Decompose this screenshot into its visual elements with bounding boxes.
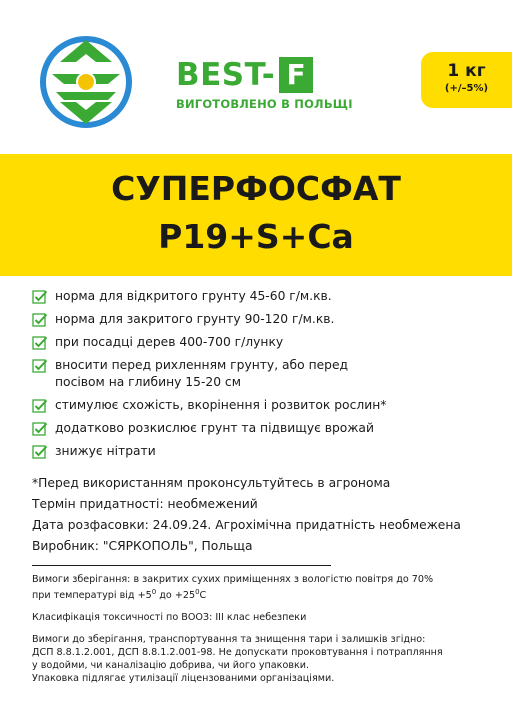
disposal-line-2: ДСП 8.8.1.2.001, ДСП 8.8.1.2.001-98. Не допускати проковтування і потрапляння xyxy=(32,647,443,659)
divider xyxy=(32,565,331,566)
feature-item xyxy=(32,334,492,351)
brand-subtitle: ВИГОТОВЛЕНО В ПОЛЬЩІ xyxy=(176,97,353,111)
disposal-line-3: у водойми, чи каналізацію добрива, чи його упаковки. xyxy=(32,660,310,672)
consult-note: *Перед використанням проконсультуйтесь в агронома xyxy=(32,476,391,490)
feature-list xyxy=(32,288,492,466)
storage-line-1: Вимоги зберігання: в закритих сухих приміщеннях з вологістю повітря до 70% xyxy=(32,574,434,585)
feature-item xyxy=(32,443,492,460)
check-icon xyxy=(32,398,48,414)
product-band xyxy=(0,154,512,276)
storage-temp-to: до +25 xyxy=(156,590,196,602)
feature-text: стимулює схожість, вкорінення і розвиток рослин* xyxy=(55,398,387,412)
disposal-line-4: Упаковка підлягає утилізації ліцензованими організаціями. xyxy=(32,673,335,685)
brand-name: BEST- xyxy=(176,57,276,93)
weight-value: 1 кг xyxy=(447,61,486,81)
feature-text: знижує нітрати xyxy=(55,444,156,458)
producer: Виробник: "СЯРКОПОЛЬ", Польща xyxy=(32,539,253,553)
product-formula: P19+S+Ca xyxy=(158,217,354,256)
check-icon xyxy=(32,421,48,437)
feature-text: при посадці дерев 400-700 г/лунку xyxy=(55,335,284,349)
check-icon xyxy=(32,312,48,328)
feature-item xyxy=(32,420,492,437)
storage-line-2 xyxy=(32,586,502,602)
toxicity-class: Класифікація токсичності по ВООЗ: ІІІ клас небезпеки xyxy=(32,612,307,624)
feature-text: додатково розкислює грунт та підвищує врожай xyxy=(55,421,374,435)
check-icon xyxy=(32,358,48,374)
check-icon xyxy=(32,444,48,460)
packing-date: Дата розфасовки: 24.09.24. Агрохімічна придатність необмежена xyxy=(32,518,461,532)
shelf-life: Термін придатності: необмежений xyxy=(32,497,258,511)
weight-tolerance: (+/–5%) xyxy=(444,83,489,94)
check-icon xyxy=(32,335,48,351)
feature-item xyxy=(32,397,492,414)
feature-text: норма для відкритого грунту 45-60 г/м.кв. xyxy=(55,289,332,303)
info-block xyxy=(32,473,502,557)
disposal-line-1: Вимоги до зберігання, транспортування та знищення тари і залишків згідно: xyxy=(32,634,426,646)
feature-item xyxy=(32,311,492,328)
best-f-logo-icon xyxy=(38,34,134,130)
weight-badge xyxy=(421,52,512,108)
fine-print xyxy=(32,573,502,685)
feature-text: вносити перед рихленням грунту, або перед посівом на глибину 15-20 см xyxy=(55,358,349,389)
feature-item xyxy=(32,288,492,305)
feature-text: норма для закритого грунту 90-120 г/м.кв. xyxy=(55,312,335,326)
degree-mark: 0 xyxy=(151,588,157,596)
celsius-mark: С xyxy=(199,590,207,602)
brand-block xyxy=(176,56,353,111)
check-icon xyxy=(32,289,48,305)
feature-item xyxy=(32,357,492,391)
product-title: СУПЕРФОСФАТ xyxy=(111,169,401,208)
degree-mark: 0 xyxy=(195,588,200,596)
brand-letter-badge: F xyxy=(279,57,313,93)
storage-temp-from: при температурі від +5 xyxy=(32,590,152,602)
